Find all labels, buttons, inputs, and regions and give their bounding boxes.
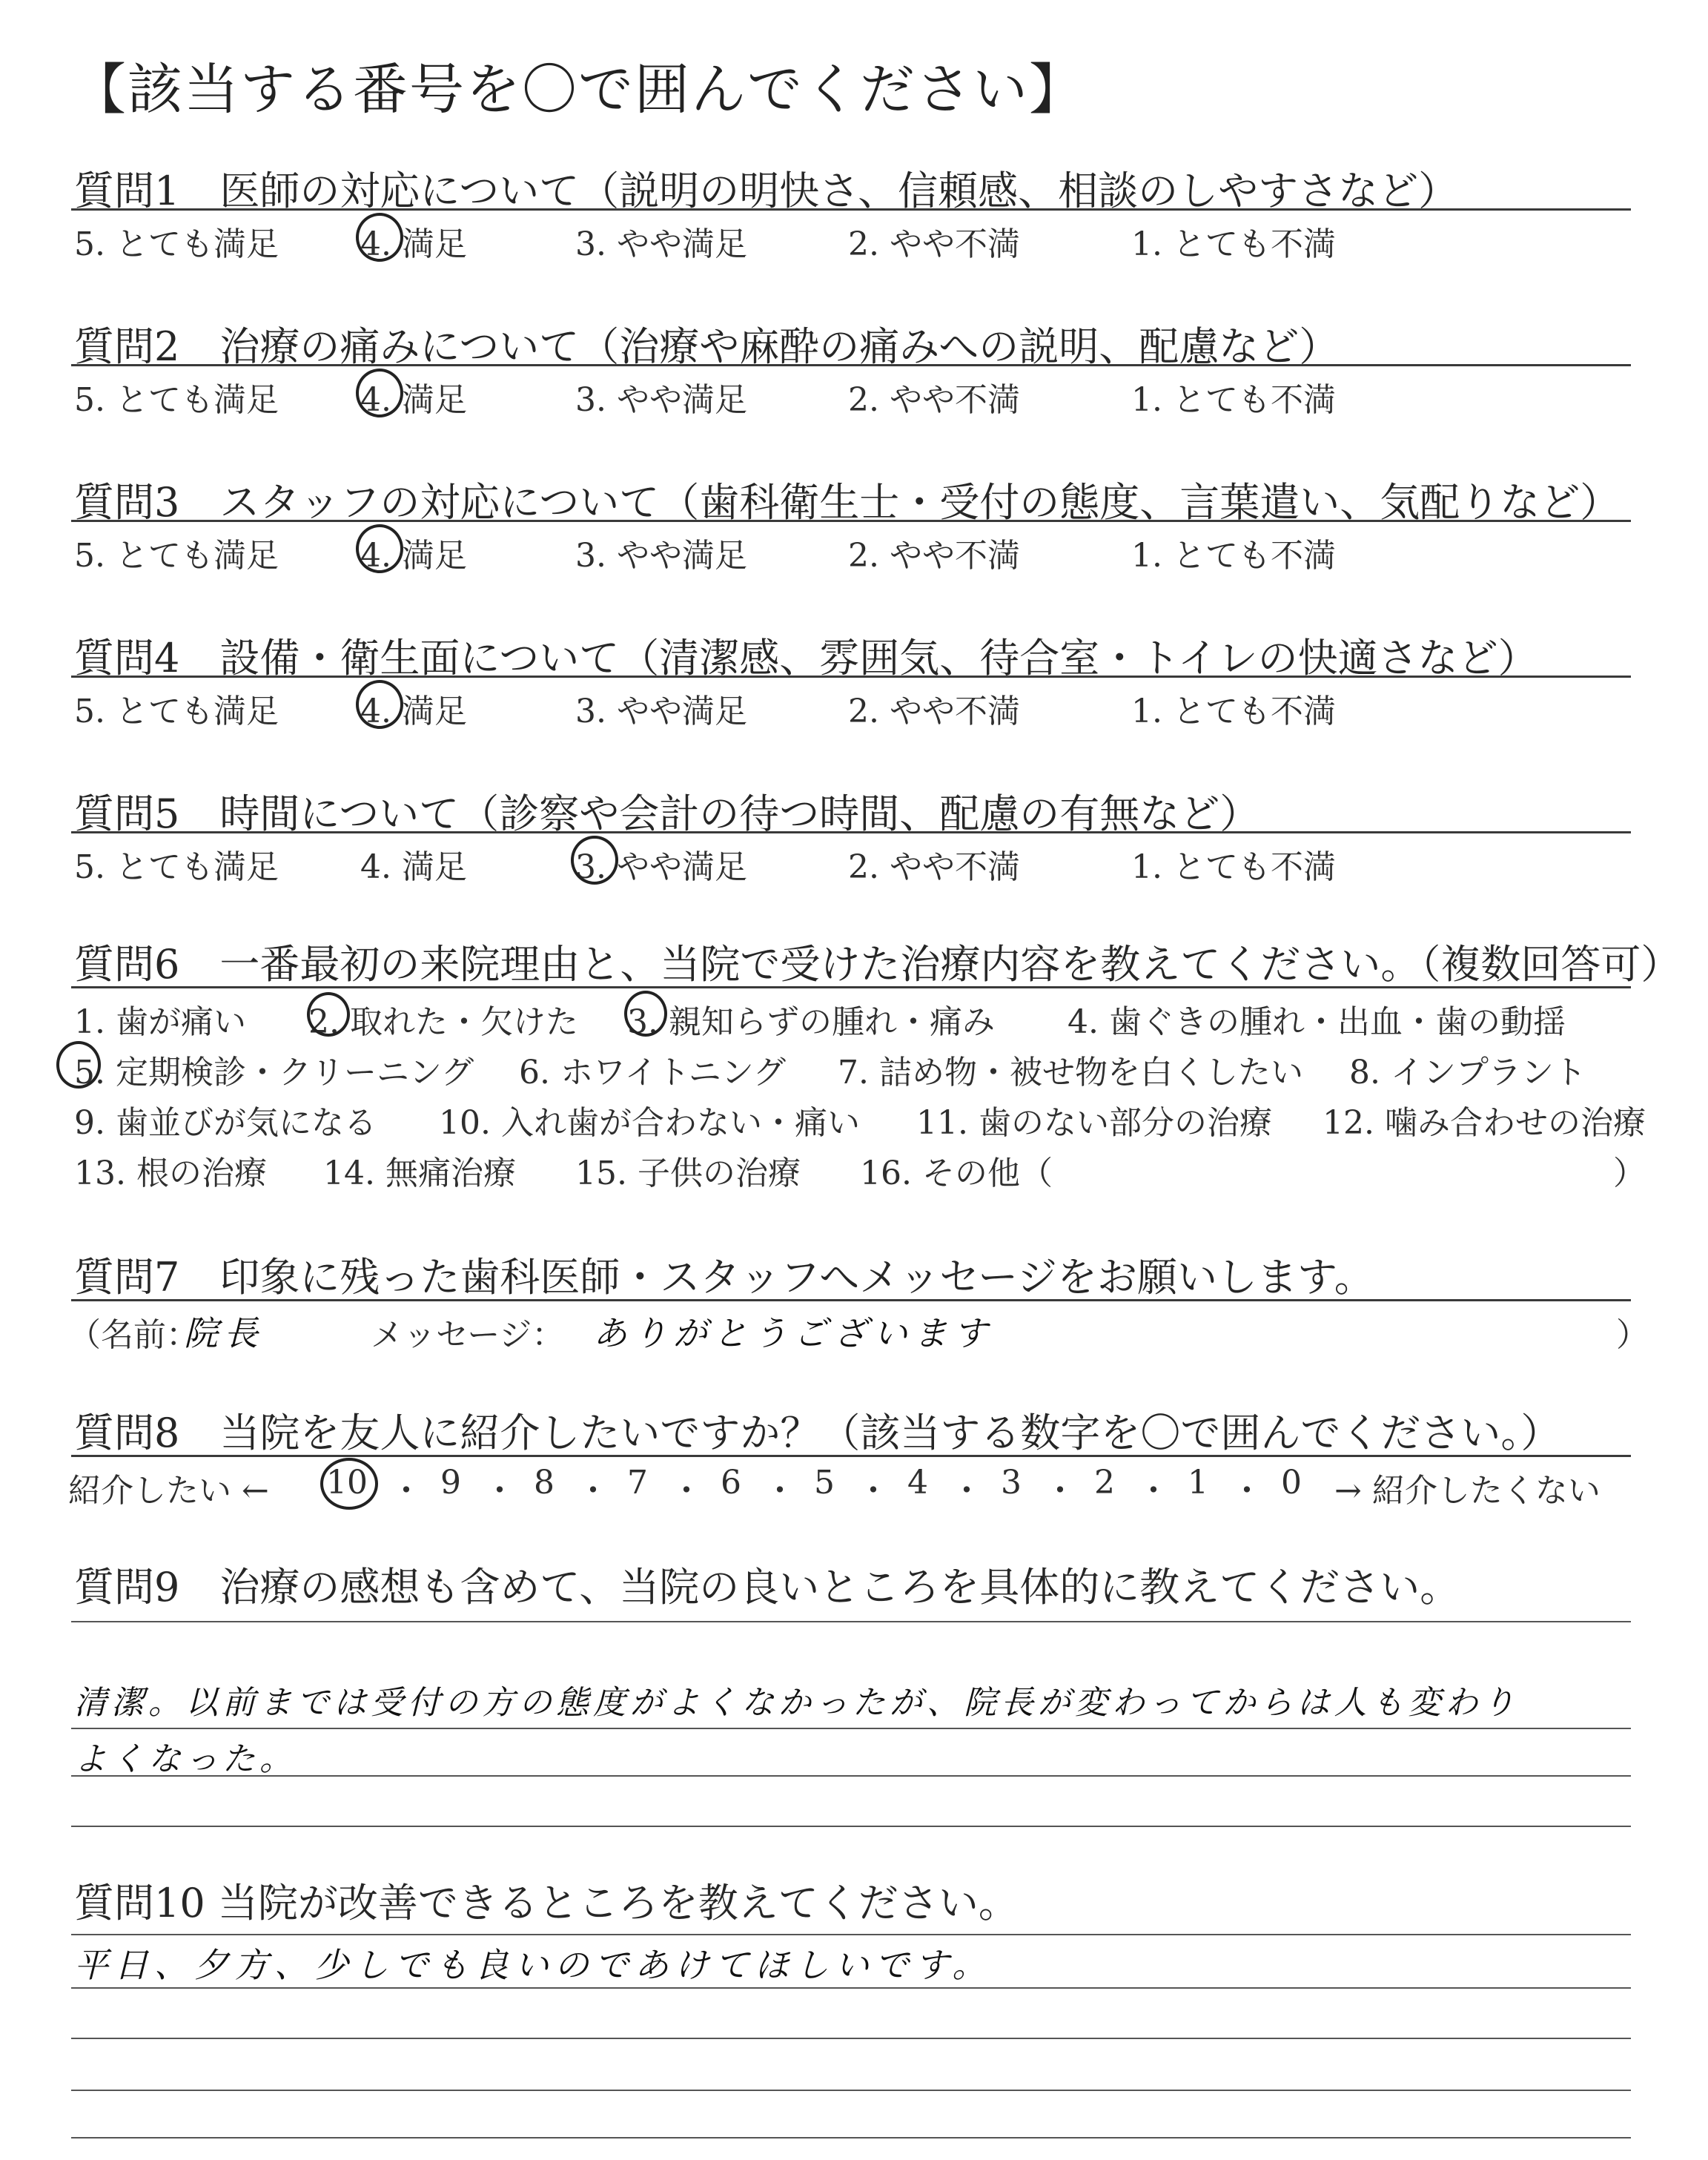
q10-answer-line-1[interactable]: 平日、夕方、少しでも良いのであけてほしいです。 bbox=[74, 1945, 993, 1985]
q8-scale-9[interactable]: 9 bbox=[440, 1464, 461, 1502]
q7-name-answer[interactable]: 院長 bbox=[184, 1313, 264, 1353]
q6-option-6[interactable]: 6. ホワイトニング bbox=[519, 1054, 787, 1091]
q8-title: 質問8 当院を友人に紹介したいですか？（該当する数字を〇で囲んでください。） bbox=[74, 1410, 1561, 1456]
q4-option-3[interactable]: 3. やや満足 bbox=[575, 693, 747, 730]
q7-close: ） bbox=[1616, 1316, 1649, 1354]
q8-scale-10[interactable]: 10 bbox=[326, 1464, 368, 1502]
q8-right-label: → 紹介したくない bbox=[1334, 1472, 1601, 1510]
q6-option-3[interactable]: 3. 親知らずの腫れ・痛み bbox=[627, 1003, 995, 1041]
q9-answer-line-2[interactable]: よくなった。 bbox=[74, 1740, 297, 1778]
q6-option-1[interactable]: 1. 歯が痛い bbox=[74, 1003, 246, 1041]
q2-option-4[interactable]: 4. 満足 bbox=[360, 381, 467, 419]
q8-dot: ・ bbox=[764, 1472, 796, 1510]
q8-dot: ・ bbox=[670, 1472, 703, 1510]
q8-dot: ・ bbox=[483, 1472, 516, 1510]
q6-option-9[interactable]: 9. 歯並びが気になる bbox=[74, 1104, 377, 1142]
q4-option-1[interactable]: 1. とても不満 bbox=[1131, 693, 1336, 730]
q2-selected-circle bbox=[356, 369, 403, 417]
q8-scale-2[interactable]: 2 bbox=[1094, 1464, 1115, 1502]
q6-option-15[interactable]: 15. 子供の治療 bbox=[575, 1155, 801, 1192]
q8-circle-10 bbox=[320, 1458, 378, 1510]
q8-scale-5[interactable]: 5 bbox=[814, 1464, 835, 1502]
q4-option-5[interactable]: 5. とても満足 bbox=[74, 693, 279, 730]
q1-option-5[interactable]: 5. とても満足 bbox=[74, 225, 279, 263]
q3-title: 質問3 スタッフの対応について（歯科衛生士・受付の態度、言葉遣い、気配りなど） bbox=[74, 479, 1621, 526]
q8-scale-6[interactable]: 6 bbox=[721, 1464, 741, 1502]
q1-title: 質問1 医師の対応について（説明の明快さ、信頼感、相談のしやすさなど） bbox=[74, 168, 1459, 214]
q6-option-12[interactable]: 12. 噛み合わせの治療 bbox=[1323, 1104, 1646, 1142]
q7-title: 質問7 印象に残った歯科医師・スタッフへメッセージをお願いします。 bbox=[74, 1254, 1374, 1301]
q8-left-label: 紹介したい ← bbox=[68, 1472, 269, 1510]
q5-option-2[interactable]: 2. やや不満 bbox=[848, 848, 1020, 886]
q7-message-label: メッセージ： bbox=[371, 1316, 565, 1354]
q6-option-16[interactable]: 16. その他（ bbox=[860, 1155, 1053, 1192]
q4-selected-circle bbox=[356, 680, 403, 729]
q8-scale-8[interactable]: 8 bbox=[534, 1464, 555, 1502]
q1-selected-circle bbox=[356, 213, 403, 262]
form-header: 【該当する番号を〇で囲んでください】 bbox=[71, 58, 1085, 122]
q6-option-10[interactable]: 10. 入れ歯が合わない・痛い bbox=[439, 1104, 860, 1142]
q1-option-3[interactable]: 3. やや満足 bbox=[575, 225, 747, 263]
q3-option-2[interactable]: 2. やや不満 bbox=[848, 537, 1020, 575]
q3-option-1[interactable]: 1. とても不満 bbox=[1131, 537, 1336, 575]
q3-option-4[interactable]: 4. 満足 bbox=[360, 537, 467, 575]
q8-scale-0[interactable]: 0 bbox=[1281, 1464, 1302, 1502]
q6-circle-2 bbox=[307, 992, 350, 1037]
q8-dot: ・ bbox=[1137, 1472, 1170, 1510]
q5-option-1[interactable]: 1. とても不満 bbox=[1131, 848, 1336, 886]
q4-option-2[interactable]: 2. やや不満 bbox=[848, 693, 1020, 730]
q6-option-5[interactable]: 5. 定期検診・クリーニング bbox=[74, 1054, 474, 1091]
q9-answer-line-1[interactable]: 清潔。以前までは受付の方の態度がよくなかったが、院長が変わってからは人も変わり bbox=[74, 1684, 1520, 1722]
q10-title: 質問10 当院が改善できるところを教えてください。 bbox=[74, 1880, 1019, 1926]
q2-option-3[interactable]: 3. やや満足 bbox=[575, 381, 747, 419]
q6-option-7[interactable]: 7. 詰め物・被せ物を白くしたい bbox=[838, 1054, 1303, 1091]
q5-title: 質問5 時間について（診察や会計の待つ時間、配慮の有無など） bbox=[74, 790, 1260, 837]
q8-dot: ・ bbox=[1231, 1472, 1263, 1510]
q6-option-2[interactable]: 2. 取れた・欠けた bbox=[308, 1003, 578, 1041]
q8-scale-3[interactable]: 3 bbox=[1001, 1464, 1022, 1502]
q6-circle-3 bbox=[624, 991, 667, 1037]
q6-title: 質問6 一番最初の来院理由と、当院で受けた治療内容を教えてください。（複数回答可） bbox=[74, 941, 1681, 988]
q7-message-answer[interactable]: ありがとうございます bbox=[593, 1313, 993, 1353]
q2-title: 質問2 治療の痛みについて（治療や麻酔の痛みへの説明、配慮など） bbox=[74, 323, 1340, 370]
q8-scale bbox=[326, 1464, 1312, 1508]
q3-selected-circle bbox=[356, 524, 403, 573]
q8-scale-1[interactable]: 1 bbox=[1188, 1464, 1208, 1502]
q4-option-4[interactable]: 4. 満足 bbox=[360, 693, 467, 730]
q6-option-14[interactable]: 14. 無痛治療 bbox=[323, 1155, 516, 1192]
q5-selected-circle bbox=[571, 836, 618, 885]
q2-option-1[interactable]: 1. とても不満 bbox=[1131, 381, 1336, 419]
q9-title: 質問9 治療の感想も含めて、当院の良いところを具体的に教えてください。 bbox=[74, 1564, 1460, 1611]
q8-scale-7[interactable]: 7 bbox=[627, 1464, 648, 1502]
q6-other-close: ） bbox=[1613, 1155, 1646, 1192]
q7-name-label: （名前： bbox=[68, 1316, 199, 1354]
q1-option-2[interactable]: 2. やや不満 bbox=[848, 225, 1020, 263]
q2-option-2[interactable]: 2. やや不満 bbox=[848, 381, 1020, 419]
q6-circle-5 bbox=[56, 1041, 101, 1089]
q6-option-13[interactable]: 13. 根の治療 bbox=[74, 1155, 267, 1192]
q5-option-4[interactable]: 4. 満足 bbox=[360, 848, 467, 886]
q1-option-4[interactable]: 4. 満足 bbox=[360, 225, 467, 263]
q6-option-11[interactable]: 11. 歯のない部分の治療 bbox=[916, 1104, 1272, 1142]
q8-dot: ・ bbox=[390, 1472, 423, 1510]
q6-option-4[interactable]: 4. 歯ぐきの腫れ・出血・歯の動揺 bbox=[1068, 1003, 1566, 1041]
q6-option-8[interactable]: 8. インプラント bbox=[1349, 1054, 1586, 1091]
q8-dot: ・ bbox=[1044, 1472, 1076, 1510]
q3-option-5[interactable]: 5. とても満足 bbox=[74, 537, 279, 575]
q2-option-5[interactable]: 5. とても満足 bbox=[74, 381, 279, 419]
q5-option-5[interactable]: 5. とても満足 bbox=[74, 848, 279, 886]
q8-dot: ・ bbox=[950, 1472, 983, 1510]
q8-dot: ・ bbox=[857, 1472, 890, 1510]
q8-scale-4[interactable]: 4 bbox=[907, 1464, 928, 1502]
q1-option-1[interactable]: 1. とても不満 bbox=[1131, 225, 1336, 263]
q5-option-3[interactable]: 3. やや満足 bbox=[575, 848, 747, 886]
q8-dot: ・ bbox=[577, 1472, 609, 1510]
q4-title: 質問4 設備・衛生面について（清潔感、雰囲気、待合室・トイレの快適さなど） bbox=[74, 635, 1538, 681]
q3-option-3[interactable]: 3. やや満足 bbox=[575, 537, 747, 575]
